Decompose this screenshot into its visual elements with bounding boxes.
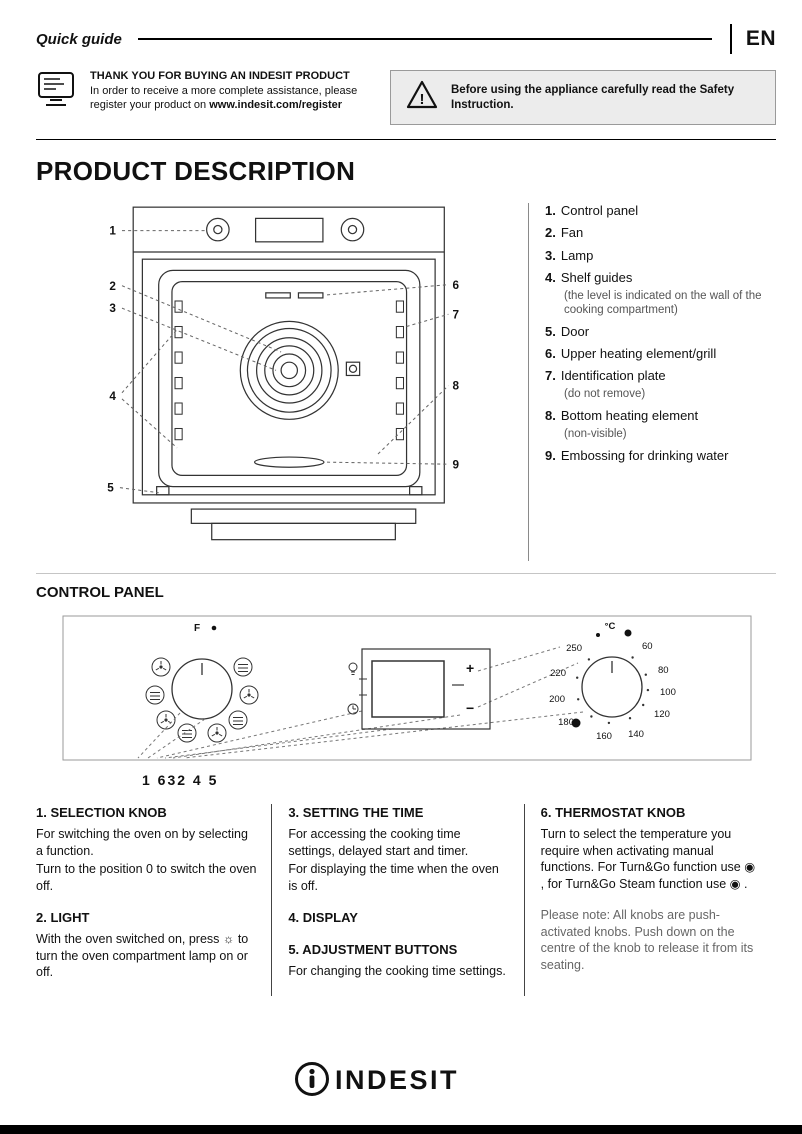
callout-5: 5 <box>107 481 114 495</box>
part-item <box>545 203 774 219</box>
part-label: Identification plate <box>560 368 666 384</box>
warning-icon <box>405 79 439 116</box>
tick-220: 220 <box>550 668 566 679</box>
block-title: 6. THERMOSTAT KNOB <box>540 805 686 820</box>
register-url-link[interactable]: www.indesit.com/register <box>209 99 343 112</box>
block-title: 1. SELECTION KNOB <box>36 805 167 820</box>
instructions-col-2 <box>271 804 523 996</box>
clock-icon <box>348 704 358 714</box>
indesit-wordmark: INDESIT <box>335 1065 460 1095</box>
block-title: 4. DISPLAY <box>288 910 358 926</box>
oven-diagram <box>36 199 528 561</box>
part-number: 8. <box>545 408 556 424</box>
instructions-section <box>36 804 776 996</box>
callout-7: 7 <box>452 308 459 322</box>
document-title: Quick guide <box>36 30 122 48</box>
callout-6: 6 <box>452 278 459 292</box>
tick-140: 140 <box>628 729 644 740</box>
callout-8: 8 <box>452 379 459 393</box>
display-screen <box>372 661 444 717</box>
instructions-col-3 <box>524 804 776 996</box>
part-number: 2. <box>545 225 556 241</box>
callout-2: 2 <box>109 279 116 293</box>
callout-9: 9 <box>452 458 459 472</box>
tick-100: 100 <box>660 687 676 698</box>
part-label: Bottom heating element <box>560 408 699 424</box>
oven-outline <box>133 207 444 540</box>
block-paragraph: For switching the oven on by selecting a function. <box>36 827 248 858</box>
part-number: 3. <box>545 247 556 263</box>
selection-knob[interactable] <box>172 623 232 719</box>
thanks-body-text: In order to receive a more complete assistance, please register your product on <box>90 85 358 112</box>
safety-notice-text: Before using the appliance carefully read the Safety Instruction. <box>451 83 735 111</box>
part-note: (the level is indicated on the wall of the cooking compartment) <box>564 290 762 316</box>
please-note-block <box>541 907 762 973</box>
register-block <box>36 70 376 125</box>
part-label: Lamp <box>560 247 594 263</box>
thermostat-knob-block <box>541 804 762 892</box>
tick-60: 60 <box>642 641 653 652</box>
instructions-col-1 <box>36 804 271 996</box>
safety-notice-box <box>390 70 776 125</box>
header-rule <box>138 38 712 40</box>
thermostat-knob[interactable] <box>549 621 676 742</box>
please-note-text: Please note: All knobs are push-activated knobs. Push down on the centre of the knob to release it from its seating. <box>540 908 754 972</box>
intro-row <box>36 70 776 125</box>
register-product-icon <box>36 70 80 115</box>
callout-4: 4 <box>109 389 116 403</box>
part-number: 6. <box>545 345 556 361</box>
tick-200: 200 <box>549 694 565 705</box>
part-item <box>545 448 774 464</box>
adjustment-buttons-block <box>288 941 509 980</box>
thanks-body <box>90 84 370 113</box>
minus-button[interactable]: − <box>466 700 475 716</box>
plus-button[interactable]: + <box>466 660 475 676</box>
block-title: 2. LIGHT <box>36 910 90 926</box>
display-block <box>288 909 509 926</box>
section-rule <box>36 139 776 140</box>
part-note: (non-visible) <box>564 428 627 441</box>
block-title: 5. ADJUSTMENT BUTTONS <box>288 942 458 958</box>
tick-120: 120 <box>654 709 670 720</box>
part-item <box>545 346 774 362</box>
lamp-icon <box>349 663 357 675</box>
part-number: 4. <box>545 269 556 285</box>
part-label: Shelf guides <box>560 269 633 285</box>
tick-180: 180 <box>558 717 574 728</box>
block-paragraph: For displaying the time when the oven is off. <box>288 862 499 893</box>
callout-3: 3 <box>109 302 116 316</box>
selection-knob-block <box>36 804 257 894</box>
page-footer-bar <box>0 1125 802 1134</box>
svg-text:!: ! <box>419 91 425 108</box>
light-block <box>36 909 257 981</box>
part-note: (do not remove) <box>564 388 646 401</box>
part-item <box>545 225 774 241</box>
header-divider <box>730 24 732 54</box>
product-description-title: PRODUCT DESCRIPTION <box>36 156 356 186</box>
part-number: 7. <box>545 368 556 384</box>
part-item <box>545 270 774 286</box>
part-label: Embossing for drinking water <box>560 448 729 464</box>
block-title: 3. SETTING THE TIME <box>288 805 424 820</box>
tick-80: 80 <box>658 665 669 676</box>
adjustment-buttons[interactable] <box>452 660 474 716</box>
thermostat-scale <box>549 621 676 742</box>
part-item <box>545 324 774 340</box>
block-paragraph: Turn to select the temperature you require when activating manual functions. For Turn&Go function use ◉ , for Turn&Go Steam function use ◉ . <box>540 827 756 891</box>
selection-knob-f-label: F <box>194 623 201 634</box>
language-code: EN <box>745 27 776 50</box>
part-label: Control panel <box>560 203 639 218</box>
tick-160: 160 <box>596 731 612 742</box>
block-paragraph: For accessing the cooking time settings, delayed start and timer. <box>288 827 469 858</box>
control-panel-callout-cluster: 1 632 4 5 <box>142 772 219 788</box>
setting-time-block <box>288 804 509 894</box>
part-item <box>545 248 774 264</box>
part-number: 9. <box>545 448 556 464</box>
cp-leader-lines <box>138 647 583 758</box>
footer <box>0 1058 802 1100</box>
part-item <box>545 408 774 424</box>
register-text <box>90 70 370 113</box>
part-number: 1. <box>545 203 556 218</box>
block-paragraph: For changing the cooking time settings. <box>288 964 506 979</box>
block-paragraph: Turn to the position 0 to switch the oven off. <box>36 862 257 893</box>
thanks-heading: THANK YOU FOR BUYING AN INDESIT PRODUCT <box>90 70 350 82</box>
thermostat-unit: °C <box>604 621 616 632</box>
part-label: Fan <box>560 225 584 241</box>
part-number: 5. <box>545 323 556 339</box>
block-paragraph: With the oven switched on, press ☼ to turn the oven compartment lamp on or off. <box>36 932 249 980</box>
tick-250: 250 <box>566 643 582 654</box>
section-divider <box>36 573 776 574</box>
part-item <box>545 368 774 384</box>
part-label: Upper heating element/grill <box>560 345 717 361</box>
page-header <box>0 0 802 54</box>
callout-1: 1 <box>109 224 116 238</box>
indesit-logo-icon <box>297 1064 328 1095</box>
turn-and-go-icon <box>625 630 632 637</box>
control-panel-title: CONTROL PANEL <box>36 584 164 601</box>
indesit-logo <box>291 1058 511 1100</box>
parts-list <box>529 199 774 561</box>
part-label: Door <box>560 323 590 339</box>
control-panel-diagram <box>62 615 802 766</box>
product-description-section <box>36 199 776 561</box>
